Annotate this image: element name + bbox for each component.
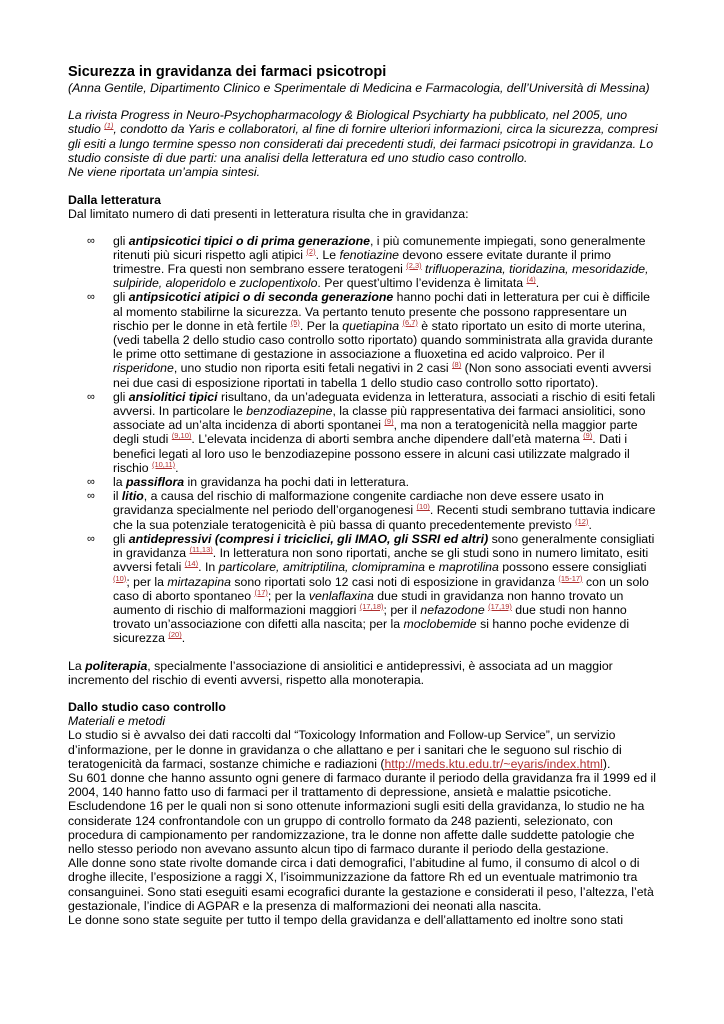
drug-class-label: antipsicotici atipici o di seconda generazione	[128, 290, 394, 305]
drug-class-label: litio	[121, 489, 144, 504]
reference-link[interactable]: (9)	[384, 417, 394, 427]
reference-link[interactable]: (6,7)	[402, 317, 418, 327]
intro-paragraph	[68, 108, 658, 179]
reference-link[interactable]: (9,10)	[171, 431, 192, 441]
list-item: ∞ gli ansiolitici tipici risultano, da un’adeguata evidenza in letteratura, associati a rischio di esiti fetali avversi. In particolare le benzodiazepine, la classe più rappresentativa dei farmaci ansiolitici, sono associate ad un’alta incidenza di aborti spontanei $^{(9)}$, ma non a teratogenicità nella maggior parte degli studi $^{(9,10)}$. L’elevata incidenza di aborti sembra anche dipendere dall’età materna $^{(9)}$. Dati i benefici legati al loro uso le benzodiazepine possono essere in alcuni casi utilizzate malgrado il rischio $^{(10,11)}$.	[87, 389, 656, 475]
body-paragraph: Su 601 donne che hanno assunto ogni genere di farmaco durante il periodo della gravidanza fra il 1999 ed il 2004, 140 hanno fatto uso di farmaci per il trattamento di depressione, ansietà e malattie psicotiche.	[68, 770, 656, 800]
infinity-bullet-icon: ∞	[87, 390, 95, 403]
body-paragraph: Le donne sono state seguite per tutto il tempo della gravidanza e dell’allattamento ed inoltre sono stati	[68, 912, 624, 927]
source-url-link[interactable]: http://meds.ktu.edu.tr/~eyaris/index.html	[384, 756, 603, 771]
intro-text: La rivista Progress in Neuro-Psychopharmacology & Biological Psychiarty ha pubblicato, nel 2005, uno studio	[68, 108, 628, 137]
infinity-bullet-icon: ∞	[87, 291, 95, 304]
document-page	[68, 64, 658, 927]
reference-link[interactable]: (10)	[416, 502, 430, 512]
reference-link[interactable]: (15-17)	[558, 573, 583, 583]
reference-link[interactable]: (12)	[575, 516, 589, 526]
section-lead: Dal limitato numero di dati presenti in letteratura risulta che in gravidanza:	[68, 207, 469, 222]
infinity-bullet-icon: ∞	[87, 476, 95, 489]
subsection-heading-metodi: Materiali e metodi	[68, 714, 166, 729]
body-paragraph: Escludendone 16 per le quali non si sono ottenute informazioni sugli esiti della gravidanza, lo studio ne ha considerate 124 confrontandole con un gruppo di controllo formato da 248 pazienti, selezionato, con procedura di campionamento per randomizzazione, tra le donne non affette dalle suddette patologie che nello stesso periodo non avevano assunto alcun tipo di farmaco durante il periodo della gestazione.	[68, 799, 645, 856]
reference-link[interactable]: (2,3)	[406, 261, 422, 271]
reference-link[interactable]: (17,18)	[359, 601, 384, 611]
list-item: ∞ gli antidepressivi (compresi i triciclici, gli IMAO, gli SSRI ed altri) sono generalmente consigliati in gravidanza $^{(11,13)}$. In letteratura non sono riportati, anche se gli studi sono in numero limitato, esiti avversi fetali $^{(14)}$. In particolare, amitriptilina, clomipramina e maprotilina possono essere consigliati $^{(10)}$; per la mirtazapina sono riportati solo 12 casi noti di esposizione in gravidanza $^{(15-17)}$ con un solo caso di aborto spontaneo $^{(17)}$; per la venlaflaxina due studi in gravidanza non hanno trovato un aumento di rischio di malformazioni maggiori $^{(17,18)}$; per il nefazodone $^{(17,19)}$ due studi non hanno trovato un’associazione con difetti alla nascita; per la moclobemide si hanno poche evidenze di sicurezza $^{(20)}$.	[87, 531, 655, 646]
reference-link[interactable]: (17,19)	[488, 601, 512, 611]
infinity-bullet-icon: ∞	[87, 490, 95, 503]
reference-link[interactable]: (2)	[306, 246, 316, 256]
drug-class-label: antipsicotici tipici o di prima generazione	[128, 233, 370, 248]
reference-link[interactable]: (20)	[168, 630, 182, 640]
list-item: ∞ la passiflora in gravidanza ha pochi dati in letteratura.	[87, 475, 409, 490]
section-heading-caso-controllo: Dallo studio caso controllo	[68, 699, 226, 714]
infinity-bullet-icon: ∞	[87, 234, 95, 247]
reference-link[interactable]: (11,13)	[189, 545, 213, 555]
section-heading-letteratura: Dalla letteratura	[68, 193, 161, 208]
list-item: ∞ gli antipsicotici tipici o di prima generazione, i più comunemente impiegati, sono generalmente ritenuti più sicuri rispetto agli atipici $^{(2)}$. Le fenotiazine devono essere evitate durante il primo trimestre. Fra questi non sembrano essere teratogeni $^{(2,3)}$ trifluoperazina, tioridazina, mesoridazide, sulpiride, aloperidolo e zuclopentixolo. Per quest’ultimo l’evidenza è limitata $^{(4)}$.	[87, 233, 649, 291]
reference-link[interactable]: (1)	[104, 121, 114, 131]
body-paragraph: Lo studio si è avvalso dei dati raccolti dal “Toxicology Information and Follow-up Service”, un servizio d’informazione, per le donne in gravidanza o che allattano e per i sanitari che le seguono sul rischio di teratogenicità da farmaci, sostanze chimiche e radiazioni (http://meds.ktu.edu.tr/~eyaris/index.html).	[68, 728, 622, 771]
drug-class-label: politerapia	[85, 658, 148, 673]
reference-link[interactable]: (4)	[526, 275, 536, 285]
reference-link[interactable]: (5)	[290, 317, 300, 327]
page-title: Sicurezza in gravidanza dei farmaci psicotropi	[68, 64, 387, 80]
page-subtitle: (Anna Gentile, Dipartimento Clinico e Sperimentale di Medicina e Farmacologia, dell’Università di Messina)	[68, 81, 650, 95]
intro-text: , condotto da Yaris e collaboratori, al fine di fornire ulteriori informazioni, circa la sicurezza, compresi gli esiti a lungo termine spesso non considerati dai precedenti studi, dei farmaci psicotropi in gravidanza. Lo studio consiste di due parti: una analisi della letteratura ed uno studio caso controllo.	[68, 122, 658, 165]
reference-link[interactable]: (10)	[113, 573, 127, 583]
list-item: ∞ gli antipsicotici atipici o di seconda generazione hanno pochi dati in letteratura per cui è difficile al momento stabilirne la sicurezza. Va pertanto tenuto presente che possono rappresentare un rischio per le donne in età fertile $^{(5)}$. Per la quetiapina $^{(6,7)}$ è stato riportato un esito di morte uterina, (vedi tabella 2 dello studio caso controllo sotto riportato) quando somministrata alla gravida durante le prime otto settimane di gestazione in associazione a fluoxetina ed acido valproico. Per il risperidone, uno studio non riporta esiti fetali negativi in 2 casi $^{(8)}$ (Non sono associati eventi avversi nei due casi di esposizione riportati in tabella 1 dello studio caso controllo sotto riportato).	[87, 290, 654, 390]
reference-link[interactable]: (17)	[254, 587, 268, 597]
infinity-bullet-icon: ∞	[87, 532, 95, 545]
drug-class-label: ansiolitici tipici	[128, 389, 218, 404]
reference-link[interactable]: (8)	[452, 360, 462, 370]
list-item: ∞ il litio, a causa del rischio di malformazione congenite cardiache non deve essere usato in gravidanza specialmente nel periodo dell’organogenesi $^{(10)}$. Recenti studi sembrano tuttavia indicare che la sua potenziale teratogenicità è più bassa di quanto precedentemente previsto $^{(12)}$.	[87, 489, 656, 532]
politerapia-paragraph: La politerapia, specialmente l’associazione di ansiolitici e antidepressivi, è associata ad un maggior incremento del rischio di eventi avversi, rispetto alla monoterapia.	[68, 658, 613, 687]
findings-list	[68, 234, 658, 646]
body-paragraph: Alle donne sono state rivolte domande circa i dati demografici, l’abitudine al fumo, il consumo di alcol o di droghe illecite, l’esposizione a raggi X, l’isoimmunizzazione da fattore Rh ed un eventuale matrimonio tra consanguinei. Sono stati eseguiti esami ecografici durante la gestazione e considerati il peso, l’altezza, l’età gestazionale, l’indice di AGPAR e la presenza di malformazioni dei neonati alla nascita.	[68, 856, 654, 913]
drug-class-label: passiflora	[126, 475, 185, 490]
reference-link[interactable]: (14)	[184, 559, 199, 569]
reference-link[interactable]: (10,11)	[151, 459, 176, 469]
drug-class-label: antidepressivi (compresi i triciclici, gli IMAO, gli SSRI ed altri)	[128, 531, 489, 546]
reference-link[interactable]: (9)	[583, 431, 593, 441]
intro-summary-line: Ne viene riportata un’ampia sintesi.	[68, 165, 261, 180]
